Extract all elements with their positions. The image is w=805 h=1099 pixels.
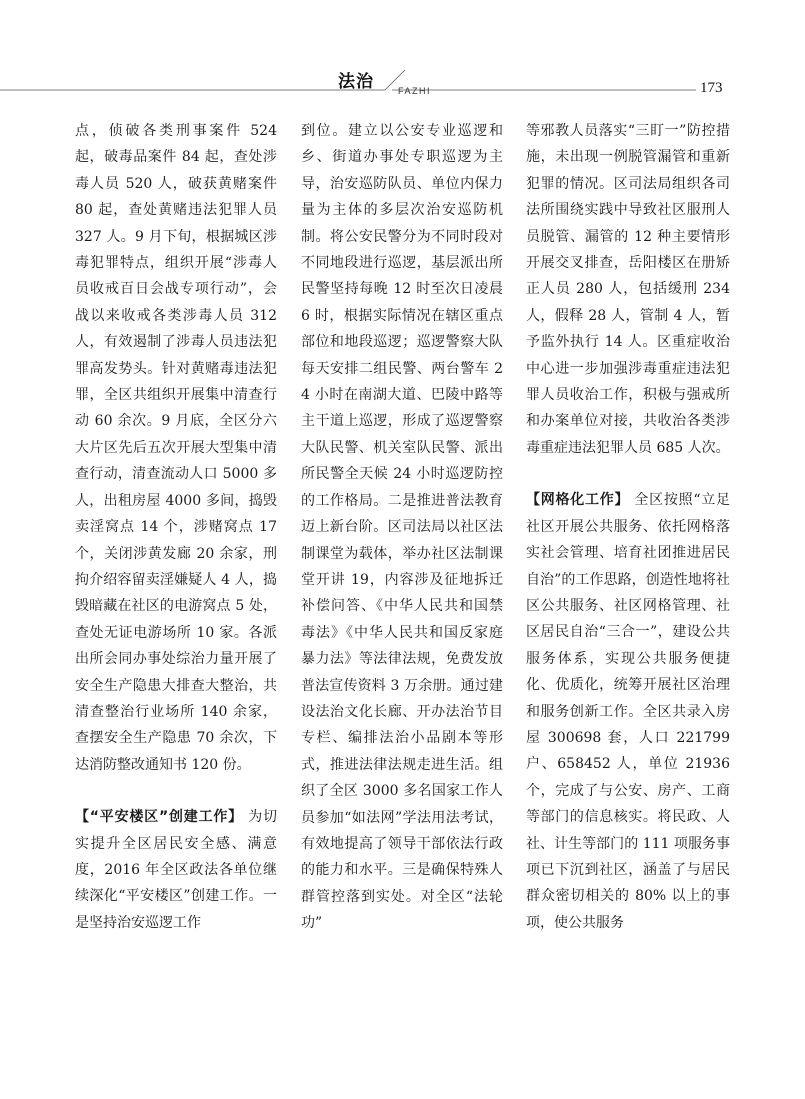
page-number: 173 — [700, 80, 723, 96]
section-heading: 【“平安楼区”创建工作】 — [75, 809, 243, 826]
paragraph — [526, 487, 730, 936]
paragraph: 等邪教人员落实“三盯一”防控措施，未出现一例脱管漏管和重新犯罪的情况。区司法局组织各司法所围绕实践中导致社区服刑人员脱管、漏管的 12 种主要情形开展交叉排查，岳阳楼区在册矫正人员 280 人，包括缓刑 234 人，假释 28 人，管制 4 人，暂予监外执行 14 人。区重症收治中心进一步加强涉毒重症违法犯罪人员收治工作，积极与强戒所和办案单位对接，共收治各类涉毒重症违法犯罪人员 685 人次。 — [526, 123, 730, 456]
header-rule — [0, 60, 805, 110]
paragraph-text: 为切实提升全区居民安全感、满意度，2016 年全区政法各单位继续深化“平安楼区”创建工作。一是坚持治安巡逻工作 — [75, 809, 277, 931]
paragraph — [75, 804, 277, 936]
section-title: 法治 — [338, 72, 374, 92]
section-subtitle: FAZHI — [398, 86, 432, 96]
page-header — [0, 60, 805, 110]
text-column-2 — [301, 118, 503, 1058]
text-column-1 — [75, 118, 277, 1058]
text-column-3 — [526, 118, 730, 1058]
section-heading: 【网格化工作】 — [526, 492, 630, 509]
paragraph: 点，侦破各类刑事案件 524 起，破毒品案件 84 起，查处涉毒人员 520 人，破获黄赌案件 80 起，查处黄赌违法犯罪人员 327 人。9 月下旬，根据城区涉毒犯罪特点，组织开展“涉毒人员收戒百日会战专项行动”，会战以来收戒各类涉毒人员 312 人，有效遏制了涉毒人员违法犯罪高发势头。针对黄赌毒违法犯罪，全区共组织开展集中清查行动 60 余次。9 月底，全区分六大片区先后五次开展大型集中清查行动，清查流动人口 5000 多人，出租房屋 4000 多间，捣毁卖淫窝点 14 个，涉赌窝点 17 个，关闭涉黄发廊 20 余家，刑拘介绍容留卖淫嫌疑人 4 人，捣毁暗藏在社区的电游窝点 5 处，查处无证电游场所 10 家。各派出所会同办事处综治力量开展了安全生产隐患大排查大整治，共清查整治行业场所 140 余家，查摆安全生产隐患 70 余次，下达消防整改通知书 120 份。 — [75, 123, 277, 773]
paragraph-text: 全区按照“立足社区开展公共服务、依托网格落实社会管理、培育社团推进居民自治”的工作思路，创造性地将社区公共服务、社区网格管理、社区居民自治“三合一”，建设公共服务体系，实现公共服务便捷化、优质化，统筹开展社区治理和服务创新工作。全区共录入房屋 300698 套，人口 221799 户、658452 人，单位 21936 个，完成了与公安、房产、工商等部门的信息核实。将民政、人社、计生等部门的 111 项服务事项已下沉到社区，涵盖了与居民群众密切相关的 80% 以上的事项，使公共服务 — [526, 492, 730, 931]
paragraph: 到位。建立以公安专业巡逻和乡、街道办事处专职巡逻为主导，治安巡防队员、单位内保力量为主体的多层次治安巡防机制。将公安民警分为不同时段对不同地段进行巡逻，基层派出所民警坚持每晚 12 时至次日凌晨 6 时，根据实际情况在辖区重点部位和地段巡逻；巡逻警察大队每天安排二组民警、两台警车 24 小时在南湖大道、巴陵中路等主干道上巡逻，形成了巡逻警察大队民警、机关室队民警、派出所民警全天候 24 小时巡逻防控的工作格局。二是推进普法教育迈上新台阶。区司法局以社区法制课堂为载体，举办社区法制课堂开讲 19，内容涉及征地拆迁补偿问答、《中华人民共和国禁毒法》《中华人民共和国反家庭暴力法》等法律法规，免费发放普法宣传资料 3 万余册。通过建设法治文化长廊、开办法治节目专栏、编排法治小品剧本等形式，推进法律法规走进生活。组织了全区 3000 多名国家工作人员参加“如法网”学法用法考试，有效地提高了领导干部依法行政的能力和水平。三是确保特殊人群管控落到实处。对全区“法轮功” — [301, 123, 503, 932]
